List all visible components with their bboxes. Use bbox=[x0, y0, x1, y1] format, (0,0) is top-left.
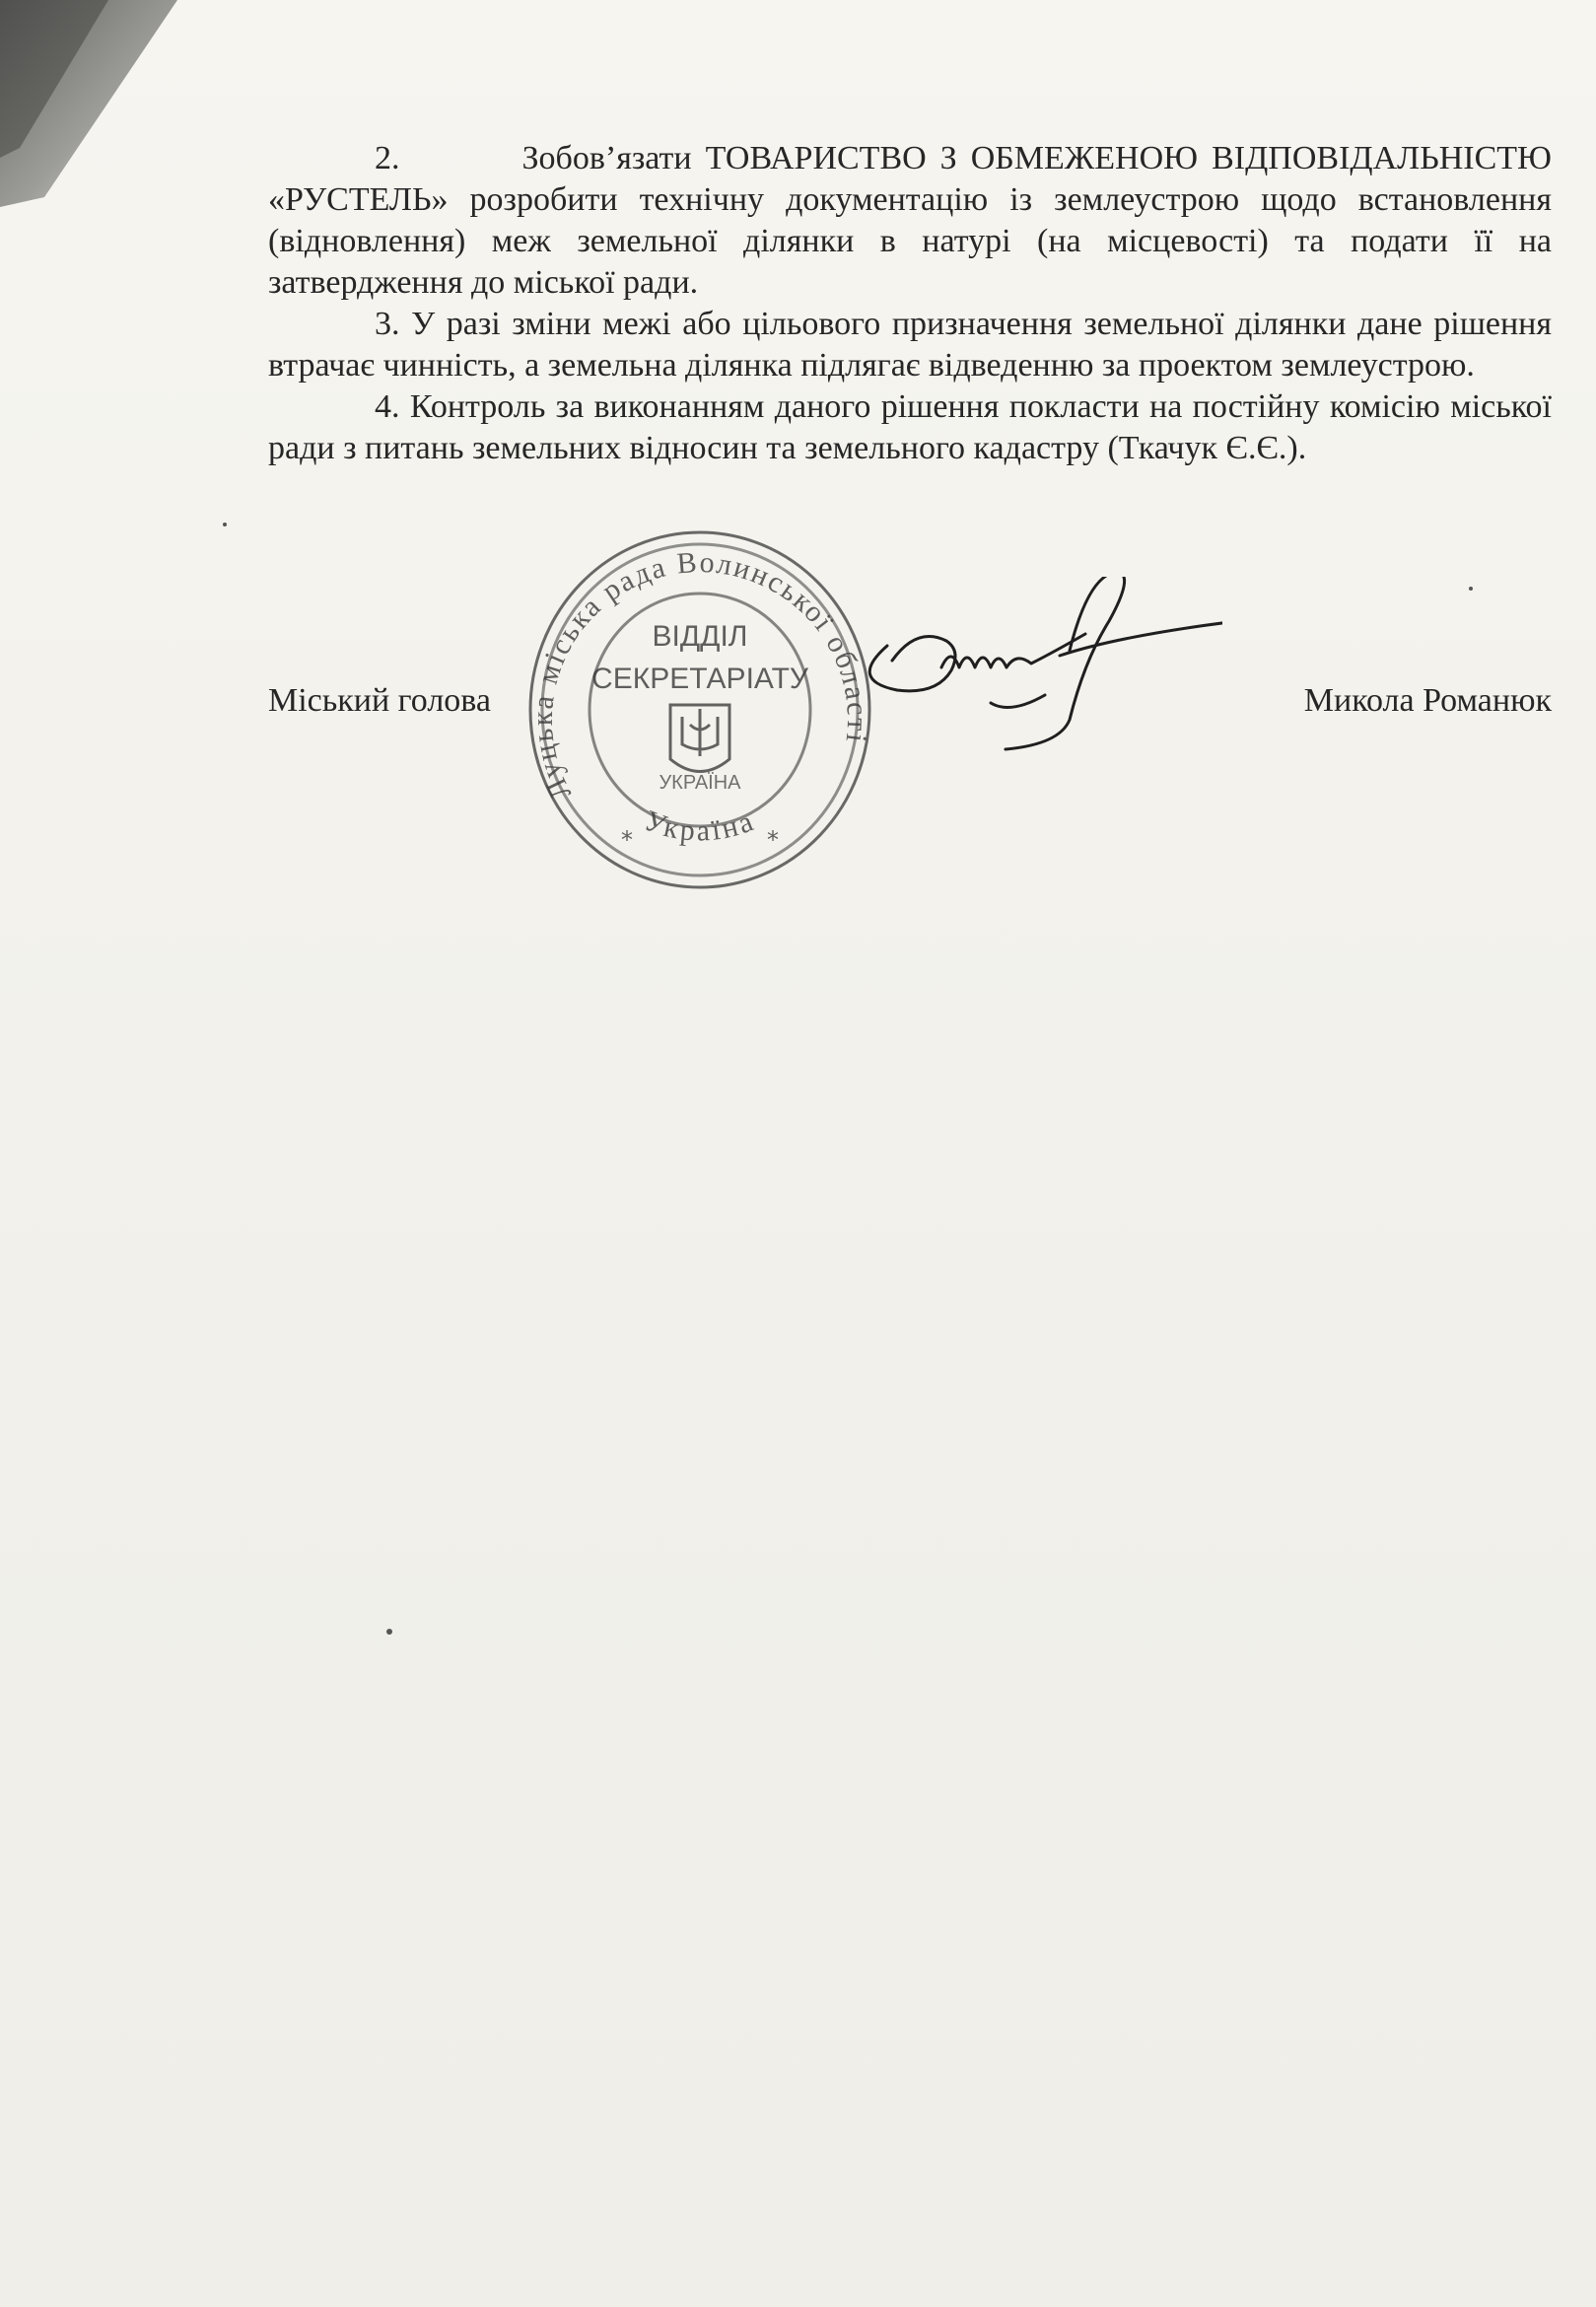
official-seal bbox=[503, 498, 897, 902]
scan-speck bbox=[223, 523, 227, 526]
paragraph-number: 3. bbox=[375, 306, 400, 342]
scan-speck bbox=[1469, 587, 1473, 591]
svg-text:Україна bbox=[640, 804, 760, 848]
scan-corner-shadow bbox=[0, 0, 187, 207]
seal-center-line2: СЕКРЕТАРІАТУ bbox=[591, 663, 808, 695]
paragraph-text: Зобов’язати ТОВАРИСТВО З ОБМЕЖЕНОЮ ВІДПОВІДАЛЬНІСТЮ «РУСТЕЛЬ» розробити технічну документацію із землеустрою щодо встановлення (відновлення) меж земельної ділянки в натурі (на місцевості) та подати її на затвердження до міської ради. bbox=[268, 140, 1552, 301]
trident-icon bbox=[670, 705, 729, 772]
paragraph-number: 2. bbox=[375, 140, 400, 176]
paragraph-4 bbox=[268, 386, 1552, 469]
paragraph-text: У разі зміни межі або цільового призначення земельної ділянки дане рішення втрачає чинність, а земельна ділянка підлягає відведенню за проектом землеустрою. bbox=[268, 306, 1553, 384]
signatory-position: Міський голова bbox=[268, 682, 491, 719]
svg-text:*: * bbox=[767, 826, 779, 854]
seal-bottom-text: Україна bbox=[640, 804, 760, 848]
signatory-name: Микола Романюк bbox=[1303, 682, 1552, 719]
paragraph-2 bbox=[268, 138, 1552, 304]
seal-outer-text: Луцька міська рада Волинської області bbox=[525, 545, 874, 805]
scan-speck bbox=[386, 1629, 392, 1635]
paragraph-text: Контроль за виконанням даного рішення покласти на постійну комісію міської ради з питань земельних відносин та земельного кадастру (Ткачук Є.Є.). bbox=[268, 388, 1552, 466]
seal-center-line1: ВІДДІЛ bbox=[652, 620, 748, 653]
paragraph-3 bbox=[268, 304, 1552, 386]
paragraph-number: 4. bbox=[375, 388, 400, 425]
decision-text bbox=[268, 138, 1552, 469]
seal-inner-text: УКРАЇНА bbox=[659, 772, 741, 794]
svg-text:*: * bbox=[621, 826, 633, 854]
handwritten-signature bbox=[848, 577, 1222, 759]
